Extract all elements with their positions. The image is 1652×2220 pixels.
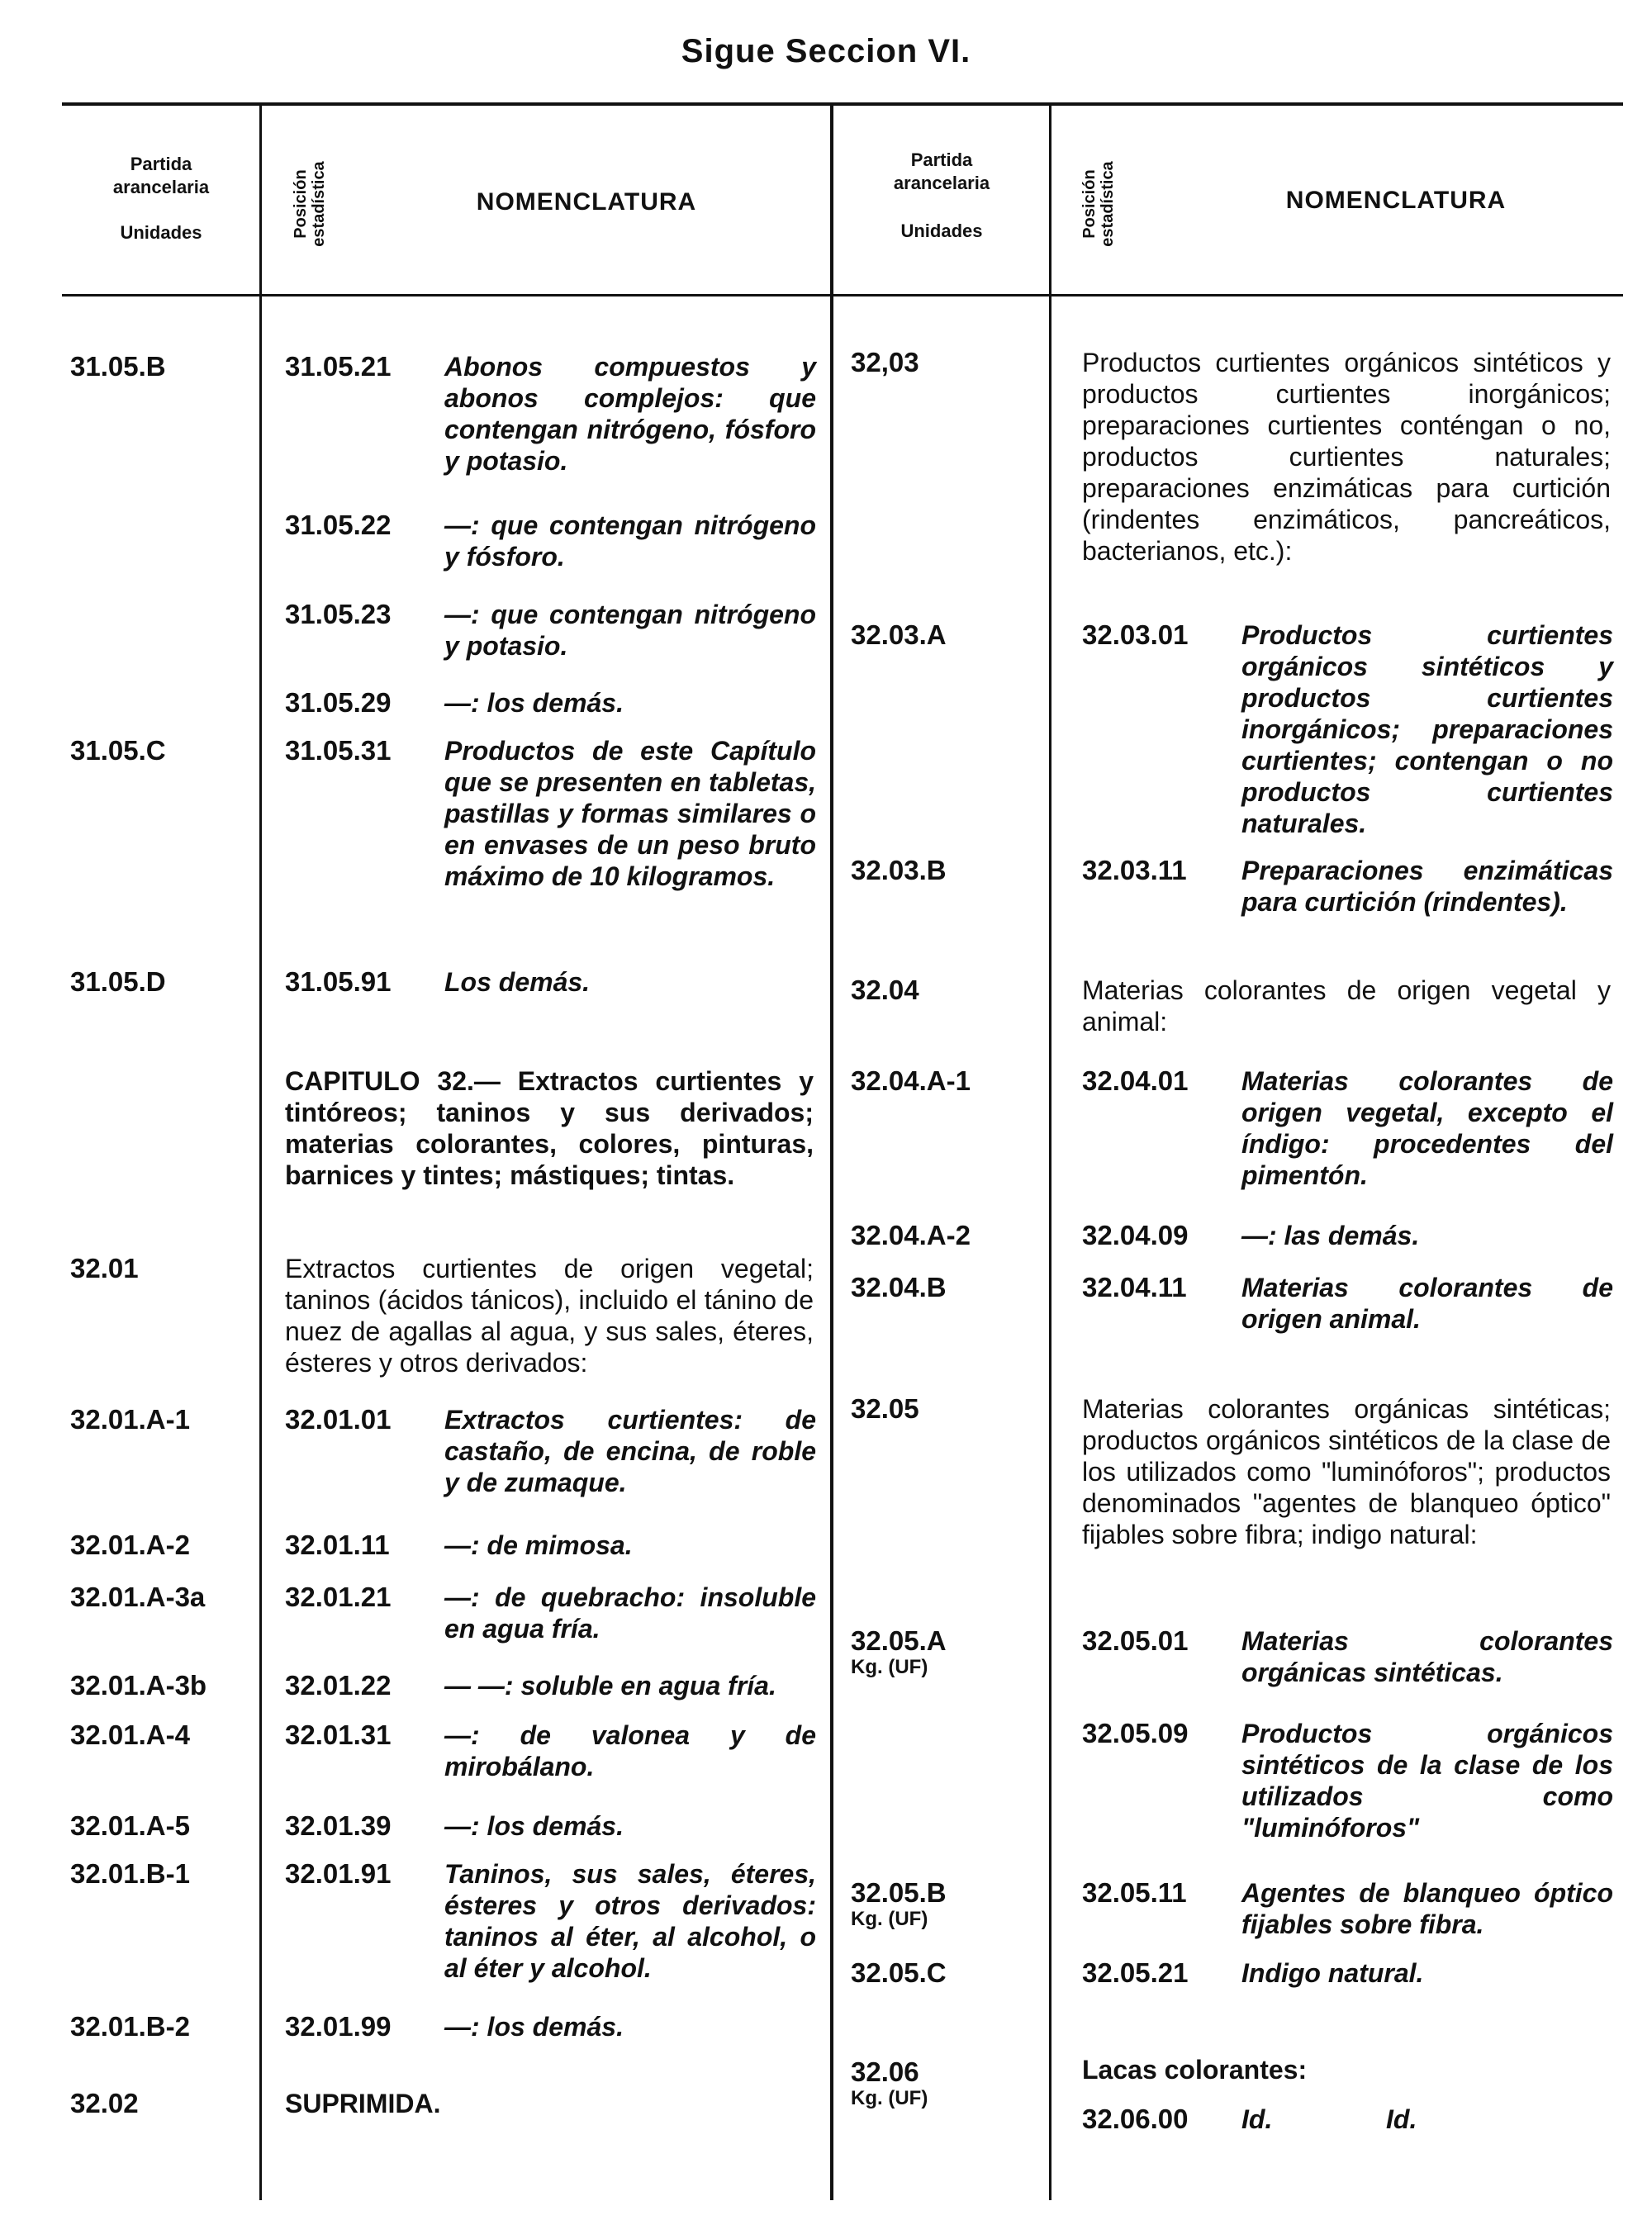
header-unidades-left: Unidades <box>120 222 202 243</box>
partida-code: 32.05.A <box>851 1625 947 1656</box>
header-posicion-left: Posición estadística <box>292 161 328 247</box>
partida-code: 32.03.B <box>851 855 947 885</box>
partida-code: 32.01.B-2 <box>70 2011 190 2042</box>
chapter-heading: CAPITULO 32.— Extractos curtientes y tintóreos; taninos y sus derivados; materias colorantes, colores, pinturas, barnices y tintes; mástiques; tintas. <box>285 1066 814 1190</box>
header-rule <box>62 294 1623 296</box>
nomenclatura-text: Materias colorantes orgánicas sintéticas. <box>1241 1626 1613 1687</box>
nomenclatura-text: Productos de este Capítulo que se presenten en tabletas, pastillas y formas similares o en envases de un peso bruto máximo de 10 kilogramos. <box>444 736 816 891</box>
nomenclatura-text: —: de quebracho: insoluble en agua fría. <box>444 1582 816 1644</box>
posicion-code: 32.06.00 <box>1082 2104 1189 2134</box>
posicion-code: 31.05.21 <box>285 351 392 382</box>
nomenclatura-text: Productos curtientes orgánicos sintéticos y productos curtientes inorgánicos; preparaciones curtientes; contengan o no productos curtientes naturales. <box>1241 620 1613 838</box>
posicion-code: 32.01.01 <box>285 1404 392 1435</box>
partida-code: 32.04.A-2 <box>851 1220 971 1250</box>
nomenclatura-text: —: las demás. <box>1241 1221 1420 1250</box>
partida-code: 32.01.A-4 <box>70 1720 190 1750</box>
partida-code: 32.06 <box>851 2056 919 2087</box>
posicion-code: 31.05.23 <box>285 599 392 629</box>
posicion-code: 32.05.11 <box>1082 1877 1187 1908</box>
partida-code: 31.05.B <box>70 351 166 382</box>
page-title: Sigue Seccion VI. <box>681 33 971 69</box>
partida-code: 32.01.A-5 <box>70 1810 190 1841</box>
nomenclatura-text: Extractos curtientes: de castaño, de encina, de roble y de zumaque. <box>444 1405 816 1497</box>
posicion-code: 31.05.31 <box>285 735 392 766</box>
nomenclatura-text: —: los demás. <box>444 1811 624 1841</box>
partida-code: 32.02 <box>70 2088 139 2118</box>
posicion-code: 32.05.01 <box>1082 1625 1189 1656</box>
nomenclatura-text: Extractos curtientes de origen vegetal; taninos (ácidos tánicos), incluido el tánino de nuez de agallas al agua, y sus sales, éteres, ésteres y otros derivados: <box>285 1254 814 1378</box>
nomenclatura-text: Agentes de blanqueo óptico fijables sobre fibra. <box>1241 1878 1613 1939</box>
partida-code: 32.01.B-1 <box>70 1858 190 1889</box>
nomenclatura-text: Productos orgánicos sintéticos de la clase de los utilizados como "luminóforos" <box>1241 1719 1613 1843</box>
header-unidades-right: Unidades <box>900 221 983 241</box>
posicion-code: 32.05.21 <box>1082 1957 1189 1988</box>
partida-code: 32.01.A-1 <box>70 1404 190 1435</box>
nomenclatura-text: Materias colorantes de origen vegetal y animal: <box>1082 975 1611 1036</box>
posicion-code: 32.01.91 <box>285 1858 392 1889</box>
nomenclatura-text: Taninos, sus sales, éteres, ésteres y otros derivados: taninos al éter, al alcohol, o al éter y alcohol. <box>444 1859 816 1983</box>
unit-label: Kg. (UF) <box>851 2087 928 2109</box>
nomenclatura-text: —: los demás. <box>444 688 624 718</box>
posicion-code: 31.05.29 <box>285 687 392 718</box>
header-partida-right: Partida arancelaria <box>893 149 990 193</box>
nomenclatura-text: Preparaciones enzimáticas para curtición (rindentes). <box>1241 856 1613 917</box>
header-posicion-right: Posición estadística <box>1080 161 1117 247</box>
nomenclatura-text: Id. <box>1241 2104 1273 2134</box>
unit-label: Kg. (UF) <box>851 1656 928 1678</box>
nomenclatura-text: —: de mimosa. <box>444 1530 633 1560</box>
posicion-code: 32.01.31 <box>285 1720 392 1750</box>
nomenclatura-text: Indigo natural. <box>1241 1958 1424 1988</box>
posicion-code: 32.04.09 <box>1082 1220 1189 1250</box>
posicion-code: 32.01.99 <box>285 2011 392 2042</box>
nomenclatura-text: Materias colorantes de origen animal. <box>1241 1273 1613 1334</box>
nomenclatura-text: —: los demás. <box>444 2012 624 2042</box>
top-rule <box>62 102 1623 106</box>
partida-code: 31.05.C <box>70 735 166 766</box>
posicion-code: 32.04.11 <box>1082 1272 1187 1302</box>
nomenclatura-text: —: de valonea y de mirobálano. <box>444 1720 816 1781</box>
nomenclatura-text: Los demás. <box>444 967 591 997</box>
nomenclatura-text: —: que contengan nitrógeno y potasio. <box>444 600 816 661</box>
partida-code: 32.05 <box>851 1393 919 1424</box>
nomenclatura-text: Id. <box>1386 2104 1417 2134</box>
partida-code: 32.05.C <box>851 1957 947 1988</box>
nomenclatura-text: Lacas colorantes: <box>1082 2055 1308 2085</box>
partida-code: 32.04 <box>851 975 919 1005</box>
partida-code: 32.01 <box>70 1253 139 1283</box>
posicion-code: 32.03.11 <box>1082 855 1187 885</box>
partida-code: 32.01.A-3a <box>70 1582 206 1612</box>
divider-left-partida <box>259 102 262 2200</box>
nomenclatura-text: Materias colorantes orgánicas sintéticas; productos orgánicos sintéticos de la clase de los utilizados como "luminóforos"; productos denominados "agentes de blanqueo óptico" fijables sobre fibra; indigo natural: <box>1082 1394 1611 1549</box>
posicion-code: 32.01.11 <box>285 1530 390 1560</box>
unit-label: Kg. (UF) <box>851 1908 928 1930</box>
nomenclatura-text: —: que contengan nitrógeno y fósforo. <box>444 510 816 572</box>
posicion-code: 32.03.01 <box>1082 619 1189 650</box>
nomenclatura-text: SUPRIMIDA. <box>285 2089 441 2118</box>
posicion-code: 32.01.39 <box>285 1810 392 1841</box>
nomenclatura-text: Productos curtientes orgánicos sintéticos y productos curtientes inorgánicos; preparaciones curtientes conténgan o no, productos curtientes naturales; preparaciones enzimáticas para curtición (rindentes enzimáticos, pancreáticos, bacterianos, etc.): <box>1082 348 1611 566</box>
header-nomenclatura-right: NOMENCLATURA <box>1285 187 1507 214</box>
partida-code: 32,03 <box>851 347 919 377</box>
partida-code: 32.05.B <box>851 1877 947 1908</box>
posicion-code: 31.05.22 <box>285 510 392 540</box>
partida-code: 32.04.B <box>851 1272 947 1302</box>
partida-code: 32.04.A-1 <box>851 1065 971 1096</box>
partida-code: 31.05.D <box>70 966 166 997</box>
nomenclatura-text: Abonos compuestos y abonos complejos: que contengan nitrógeno, fósforo y potasio. <box>444 352 816 476</box>
posicion-code: 32.04.01 <box>1082 1065 1189 1096</box>
header-nomenclatura-left: NOMENCLATURA <box>476 188 697 216</box>
partida-code: 32.03.A <box>851 619 947 650</box>
divider-center <box>830 102 833 2200</box>
nomenclatura-text: Materias colorantes de origen vegetal, excepto el índigo: procedentes del pimentón. <box>1241 1066 1613 1190</box>
divider-right-partida <box>1049 102 1051 2200</box>
posicion-code: 32.01.22 <box>285 1670 392 1701</box>
posicion-code: 32.05.09 <box>1082 1718 1189 1748</box>
partida-code: 32.01.A-2 <box>70 1530 190 1560</box>
posicion-code: 31.05.91 <box>285 966 392 997</box>
partida-code: 32.01.A-3b <box>70 1670 207 1701</box>
nomenclatura-text: — —: soluble en agua fría. <box>444 1671 776 1701</box>
header-partida-left: Partida arancelaria <box>112 154 210 197</box>
posicion-code: 32.01.21 <box>285 1582 392 1612</box>
